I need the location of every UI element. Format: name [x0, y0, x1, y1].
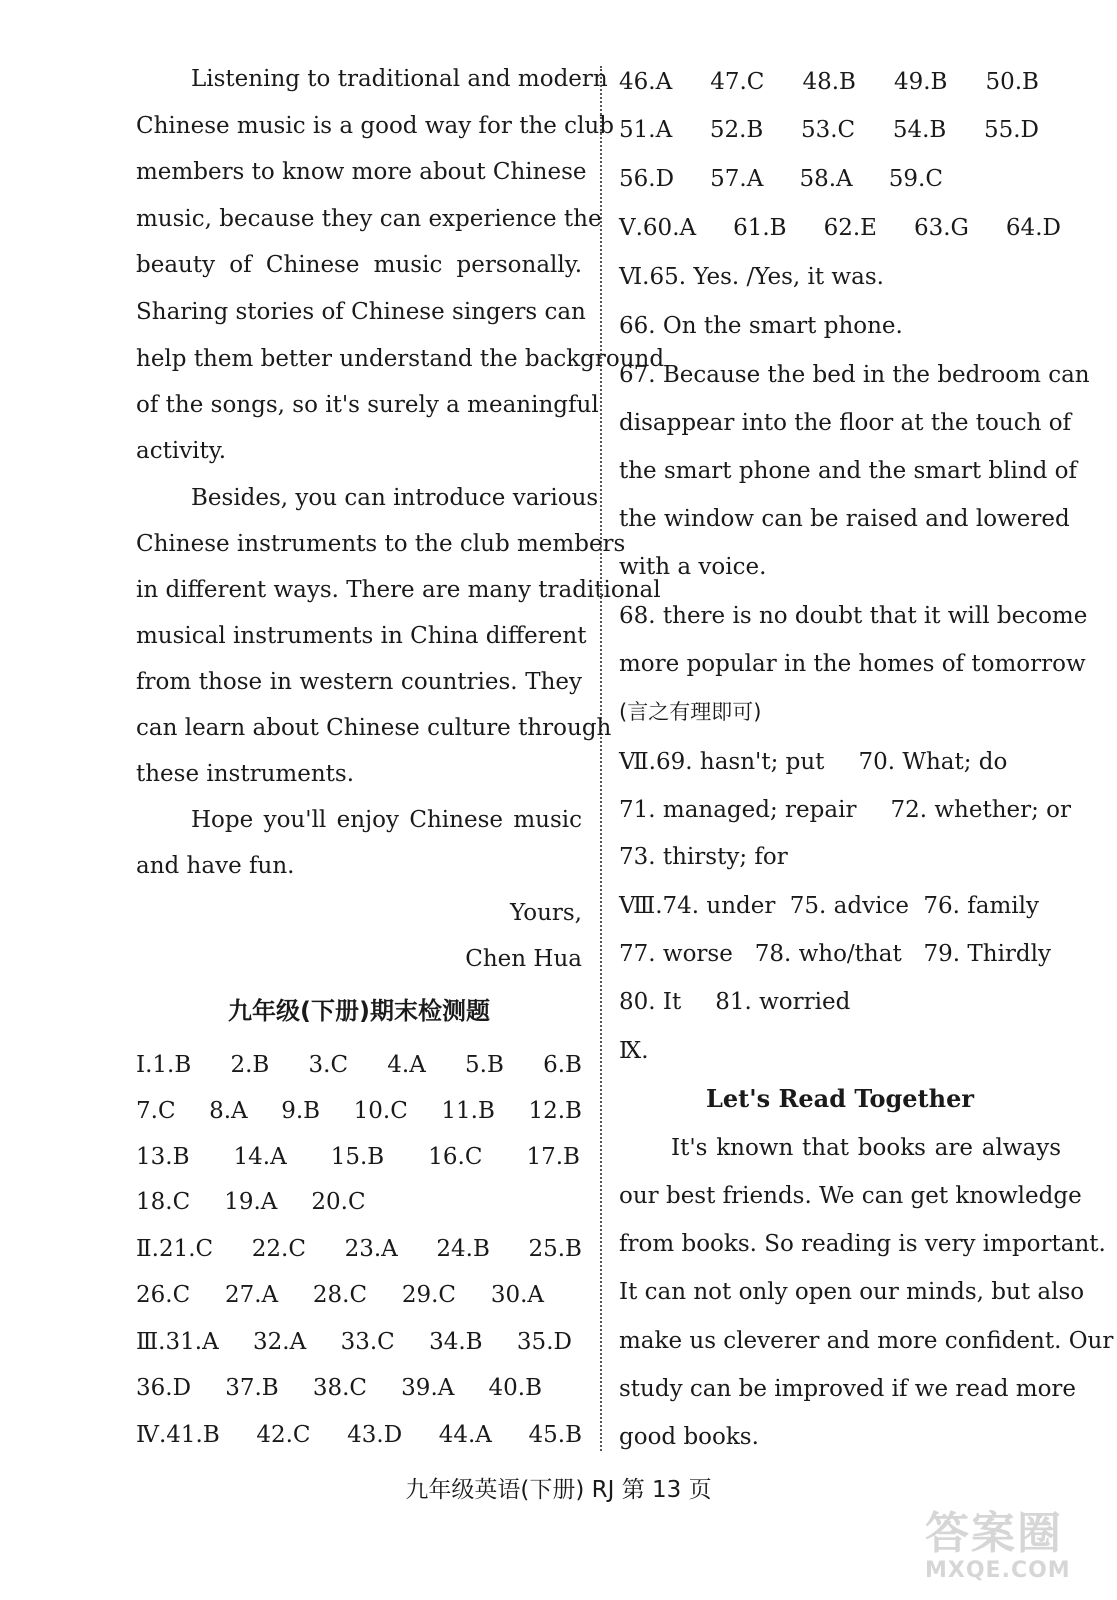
letter-line: music, because they can experience the: [136, 206, 602, 232]
answer: 80. It: [619, 989, 682, 1015]
letter-line: Chinese instruments to the club members: [136, 531, 626, 557]
answer: 27.A: [224, 1282, 279, 1308]
watermark-url: MXQE.COM: [925, 1558, 1071, 1583]
letter-line: can learn about Chinese culture through: [136, 715, 612, 741]
answer: 59.C: [888, 166, 943, 192]
answer: 43.D: [347, 1422, 403, 1448]
letter-signature: Chen Hua: [465, 946, 582, 972]
watermark-logo: 答案圈: [925, 1508, 1063, 1559]
letter-line: help them better understand the background: [136, 346, 665, 372]
answer: 64.D: [1005, 215, 1061, 241]
answer: 17.B: [526, 1144, 580, 1170]
answer-row: [136, 1096, 582, 1126]
letter-line: Hope you'll enjoy Chinese music: [191, 807, 582, 833]
answer: 10.C: [353, 1098, 408, 1124]
answer-row: [136, 1373, 542, 1403]
page-footer: 九年级英语(下册) RJ 第 13 页: [405, 1477, 712, 1503]
essay-title: Let's Read Together: [706, 1084, 974, 1113]
answer: 35.D: [516, 1329, 572, 1355]
answer: 29.C: [401, 1282, 457, 1308]
answer: Ⅰ.1.B: [136, 1052, 192, 1078]
answer: 57.A: [710, 166, 764, 192]
answer: 62.E: [823, 215, 877, 241]
answer: 25.B: [528, 1236, 582, 1262]
answer-row: [619, 795, 1072, 825]
watermark: [925, 1510, 1105, 1590]
answer: 32.A: [253, 1329, 307, 1355]
letter-line: Sharing stories of Chinese singers can: [136, 299, 586, 325]
answer-68-note: (言之有理即可): [619, 700, 762, 724]
answer-row: [619, 747, 1061, 777]
answer-68-line: more popular in the homes of tomorrow: [619, 651, 1086, 677]
answer-row: [619, 115, 1039, 145]
answer-row: [619, 987, 1061, 1017]
answer-row: [136, 1420, 582, 1450]
answer: 3.C: [308, 1052, 349, 1078]
answer: 22.C: [251, 1236, 306, 1262]
answer: Ⅴ.60.A: [619, 215, 697, 241]
answer: Ⅲ.31.A: [136, 1329, 219, 1355]
essay-line: study can be improved if we read more: [619, 1376, 1077, 1402]
answer: 30.A: [490, 1282, 544, 1308]
answer: 33.C: [340, 1329, 395, 1355]
answer: 55.D: [983, 117, 1039, 143]
letter-line: Listening to traditional and modern: [191, 66, 608, 92]
essay-line: good books.: [619, 1424, 759, 1450]
answer: 78. who/that: [754, 941, 902, 967]
answer-65: Ⅵ.65. Yes. /Yes, it was.: [619, 264, 884, 290]
answer: 26.C: [136, 1282, 191, 1308]
answer-row: [619, 164, 943, 194]
answer: 9.B: [281, 1098, 321, 1124]
answer: 14.A: [233, 1144, 287, 1170]
answer: 2.B: [230, 1052, 270, 1078]
answer: 63.G: [913, 215, 969, 241]
answer: 49.B: [893, 69, 948, 95]
answer: Ⅷ.74. under: [619, 893, 776, 919]
answer: 53.C: [800, 117, 856, 143]
answer: 46.A: [619, 69, 673, 95]
answer-67-line: the window can be raised and lowered: [619, 506, 1070, 532]
answer: 16.C: [428, 1144, 483, 1170]
answer: 24.B: [436, 1236, 490, 1262]
answer: 19.A: [224, 1189, 278, 1215]
letter-line: these instruments.: [136, 761, 355, 787]
answer: 8.A: [209, 1098, 248, 1124]
answer: 54.B: [892, 117, 947, 143]
essay-line: our best friends. We can get knowledge: [619, 1183, 1082, 1209]
answer-row: [619, 213, 1061, 243]
letter-line: in different ways. There are many traditional: [136, 577, 661, 603]
answer: 23.A: [344, 1236, 398, 1262]
answer: 18.C: [136, 1189, 191, 1215]
column-divider: [600, 66, 602, 1451]
answer: 7.C: [136, 1098, 176, 1124]
answer: 11.B: [441, 1098, 495, 1124]
answer: 56.D: [619, 166, 675, 192]
answer: 5.B: [465, 1052, 504, 1078]
letter-line: and have fun.: [136, 853, 295, 879]
answer: 77. worse: [619, 941, 733, 967]
answer: 15.B: [330, 1144, 385, 1170]
answer: 76. family: [923, 893, 1039, 919]
answer-67-line: with a voice.: [619, 554, 767, 580]
answer-row: [619, 891, 1039, 921]
answer-row: [136, 1280, 544, 1310]
answer: 70. What; do: [858, 749, 1008, 775]
answer-row: [136, 1327, 572, 1357]
essay-line: It's known that books are always: [671, 1135, 1061, 1161]
answer-66: 66. On the smart phone.: [619, 313, 903, 339]
answer-row: [136, 1142, 580, 1172]
answer: 38.C: [312, 1375, 368, 1401]
answer: 47.C: [710, 69, 765, 95]
answer: 39.A: [401, 1375, 455, 1401]
essay-line: It can not only open our minds, but also: [619, 1279, 1085, 1305]
answer: 37.B: [225, 1375, 279, 1401]
answer: 79. Thirdly: [923, 941, 1051, 967]
answer-row: [619, 67, 1039, 97]
letter-line: Chinese music is a good way for the club: [136, 113, 614, 139]
letter-line: activity.: [136, 438, 227, 464]
section-ix-label: Ⅸ.: [619, 1038, 649, 1064]
answer-row: [136, 1187, 582, 1217]
answer-67-line: disappear into the floor at the touch of: [619, 410, 1072, 436]
letter-closing: Yours,: [510, 900, 582, 926]
answer-67-line: the smart phone and the smart blind of: [619, 458, 1078, 484]
letter-line: members to know more about Chinese: [136, 159, 587, 185]
answer: 58.A: [799, 166, 853, 192]
answer: 36.D: [136, 1375, 192, 1401]
answer: 52.B: [709, 117, 764, 143]
answer: 48.B: [802, 69, 856, 95]
answer: 75. advice: [789, 893, 909, 919]
letter-line: Besides, you can introduce various: [191, 485, 599, 511]
essay-line: from books. So reading is very important.: [619, 1231, 1106, 1257]
answer: 51.A: [619, 117, 673, 143]
answer: Ⅶ.69. hasn't; put: [619, 749, 825, 775]
answer: 50.B: [985, 69, 1039, 95]
answer: 13.B: [136, 1144, 190, 1170]
answer: 45.B: [528, 1422, 582, 1448]
answer-67-line: 67. Because the bed in the bedroom can: [619, 362, 1090, 388]
answer-73: 73. thirsty; for: [619, 844, 788, 870]
answer: 71. managed; repair: [619, 797, 857, 823]
answer: 40.B: [488, 1375, 542, 1401]
answer-68-line: 68. there is no doubt that it will become: [619, 603, 1088, 629]
answer: 28.C: [312, 1282, 368, 1308]
answer: 4.A: [387, 1052, 426, 1078]
letter-line: of the songs, so it's surely a meaningful: [136, 392, 599, 418]
answer: Ⅱ.21.C: [136, 1236, 214, 1262]
answer: 72. whether; or: [890, 797, 1072, 823]
answer: 81. worried: [715, 989, 851, 1015]
answer: 20.C: [311, 1189, 366, 1215]
answer: 12.B: [528, 1098, 582, 1124]
letter-line: from those in western countries. They: [136, 669, 582, 695]
answer: 6.B: [543, 1052, 582, 1078]
answer: 34.B: [429, 1329, 483, 1355]
answer: Ⅳ.41.B: [136, 1422, 220, 1448]
answer-row: [136, 1050, 582, 1080]
answer: 61.B: [733, 215, 787, 241]
essay-line: make us cleverer and more confident. Our: [619, 1328, 1114, 1354]
letter-line: musical instruments in China different: [136, 623, 587, 649]
answer: 44.A: [438, 1422, 492, 1448]
answer-row: [136, 1234, 582, 1264]
letter-line: beauty of Chinese music personally.: [136, 252, 582, 278]
answer-row: [619, 939, 1051, 969]
exam-title: 九年级(下册)期末检测题: [228, 997, 490, 1025]
answer: 42.C: [256, 1422, 311, 1448]
